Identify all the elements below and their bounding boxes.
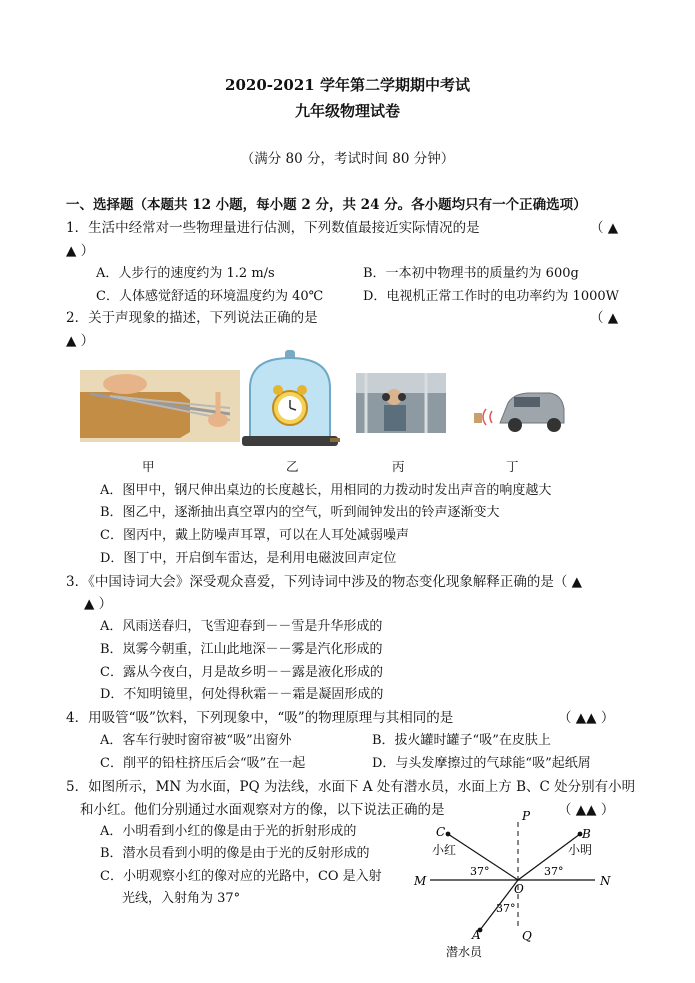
question-1-bracket: （ ▲	[590, 220, 619, 236]
label-c: C	[436, 825, 446, 839]
label-n: N	[600, 874, 611, 888]
q5-option-c: C．小明观察小红的像对应的光路中，CO 是入射	[100, 869, 382, 884]
question-4-bracket: （ ▲▲ ）	[558, 710, 615, 726]
question-2-bracket: （ ▲	[590, 310, 619, 326]
figure-ruler-vibration	[80, 370, 240, 442]
figure-parking-radar	[470, 385, 565, 435]
q3-option-a: A．风雨送春归，飞雪迎春到－－雪是升华形成的	[100, 619, 383, 634]
figure-label-ding: 丁	[506, 459, 519, 474]
figure-label-jia: 甲	[142, 459, 155, 474]
section-heading: 一、选择题（本题共 12 小题，每小题 2 分，共 24 分。各小题均只有一个正确选项）	[66, 197, 587, 213]
question-5-bracket: （ ▲▲ ）	[558, 802, 615, 818]
exam-title: 2020-2021 学年第二学期期中考试	[225, 76, 470, 94]
label-m: M	[414, 874, 427, 888]
question-5-stem-line2: 和小红。他们分别通过水面观察对方的像，以下说法正确的是	[80, 802, 445, 818]
question-3-stem: 3．《中国诗词大会》深受观众喜爱，下列诗词中涉及的物态变化现象解释正确的是（ ▲	[66, 574, 583, 590]
label-b: B	[582, 827, 591, 841]
angle-left: 37°	[470, 865, 490, 878]
question-1-stem: 1．生活中经常对一些物理量进行估测，下列数值最接近实际情况的是	[66, 220, 480, 236]
question-1-bracket-end: ▲ ）	[66, 243, 95, 259]
q2-option-c: C．图丙中，戴上防噪声耳罩，可以在人耳处减弱噪声	[100, 528, 409, 543]
q4-option-c: C．削平的铅柱挤压后会“吸”在一起	[100, 756, 306, 771]
q2-option-b: B．图乙中，逐渐抽出真空罩内的空气，听到闹钟发出的铃声逐渐变大	[100, 505, 500, 520]
angle-right: 37°	[544, 865, 564, 878]
q3-option-b: B．岚雾今朝重，江山此地深－－雾是汽化形成的	[100, 642, 383, 657]
q5-option-c-continued: 光线，入射角为 37°	[122, 891, 241, 906]
label-diver: 潜水员	[446, 945, 483, 959]
figure-label-yi: 乙	[286, 459, 299, 474]
angle-bottom: 37°	[496, 902, 516, 915]
q1-option-c: C．人体感觉舒适的环境温度约为 40℃	[96, 289, 324, 304]
q4-option-b: B．拔火罐时罐子“吸”在皮肤上	[372, 733, 551, 748]
question-2-stem: 2．关于声现象的描述，下列说法正确的是	[66, 310, 318, 326]
question-4-stem: 4．用吸管“吸”饮料，下列现象中，“吸”的物理原理与其相同的是	[66, 710, 454, 726]
q1-option-b: B．一本初中物理书的质量约为 600g	[363, 266, 579, 281]
label-o: O	[514, 882, 524, 896]
question-3-bracket-end: ▲ ）	[84, 596, 113, 612]
label-q: Q	[522, 929, 532, 943]
figure-label-bing: 丙	[392, 459, 405, 474]
q2-option-d: D．图丁中，开启倒车雷达，是利用电磁波回声定位	[100, 551, 397, 566]
q5-option-a: A．小明看到小红的像是由于光的折射形成的	[100, 824, 357, 839]
figure-bell-jar-clock	[240, 348, 340, 452]
question-5-stem-line1: 5．如图所示，MN 为水面，PQ 为法线，水面下 A 处有潜水员，水面上方 B、C 处分别有小明	[66, 779, 636, 795]
q4-option-d: D．与头发摩擦过的气球能“吸”起纸屑	[372, 756, 591, 771]
label-a: A	[472, 928, 481, 942]
refraction-diagram	[400, 808, 630, 970]
q3-option-d: D．不知明镜里，何处得秋霜－－霜是凝固形成的	[100, 687, 384, 702]
q5-option-b: B．潜水员看到小明的像是由于光的反射形成的	[100, 846, 370, 861]
label-xiaoming: 小明	[568, 843, 593, 857]
exam-info: （满分 80 分，考试时间 80 分钟）	[240, 151, 455, 167]
q2-option-a: A．图甲中，钢尺伸出桌边的长度越长，用相同的力拨动时发出声音的响度越大	[100, 483, 552, 498]
label-p: P	[522, 809, 531, 823]
question-2-bracket-end: ▲ ）	[66, 333, 95, 349]
label-xiaohong: 小红	[432, 843, 457, 857]
exam-subject-title: 九年级物理试卷	[294, 102, 400, 120]
q1-option-a: A．人步行的速度约为 1.2 m/s	[96, 266, 275, 281]
figure-earmuffs-worker	[356, 373, 446, 433]
q1-option-d: D．电视机正常工作时的电功率约为 1000W	[363, 289, 620, 304]
point-c	[446, 832, 451, 837]
q4-option-a: A．客车行驶时窗帘被“吸”出窗外	[100, 733, 292, 748]
q3-option-c: C．露从今夜白，月是故乡明－－露是液化形成的	[100, 665, 383, 680]
